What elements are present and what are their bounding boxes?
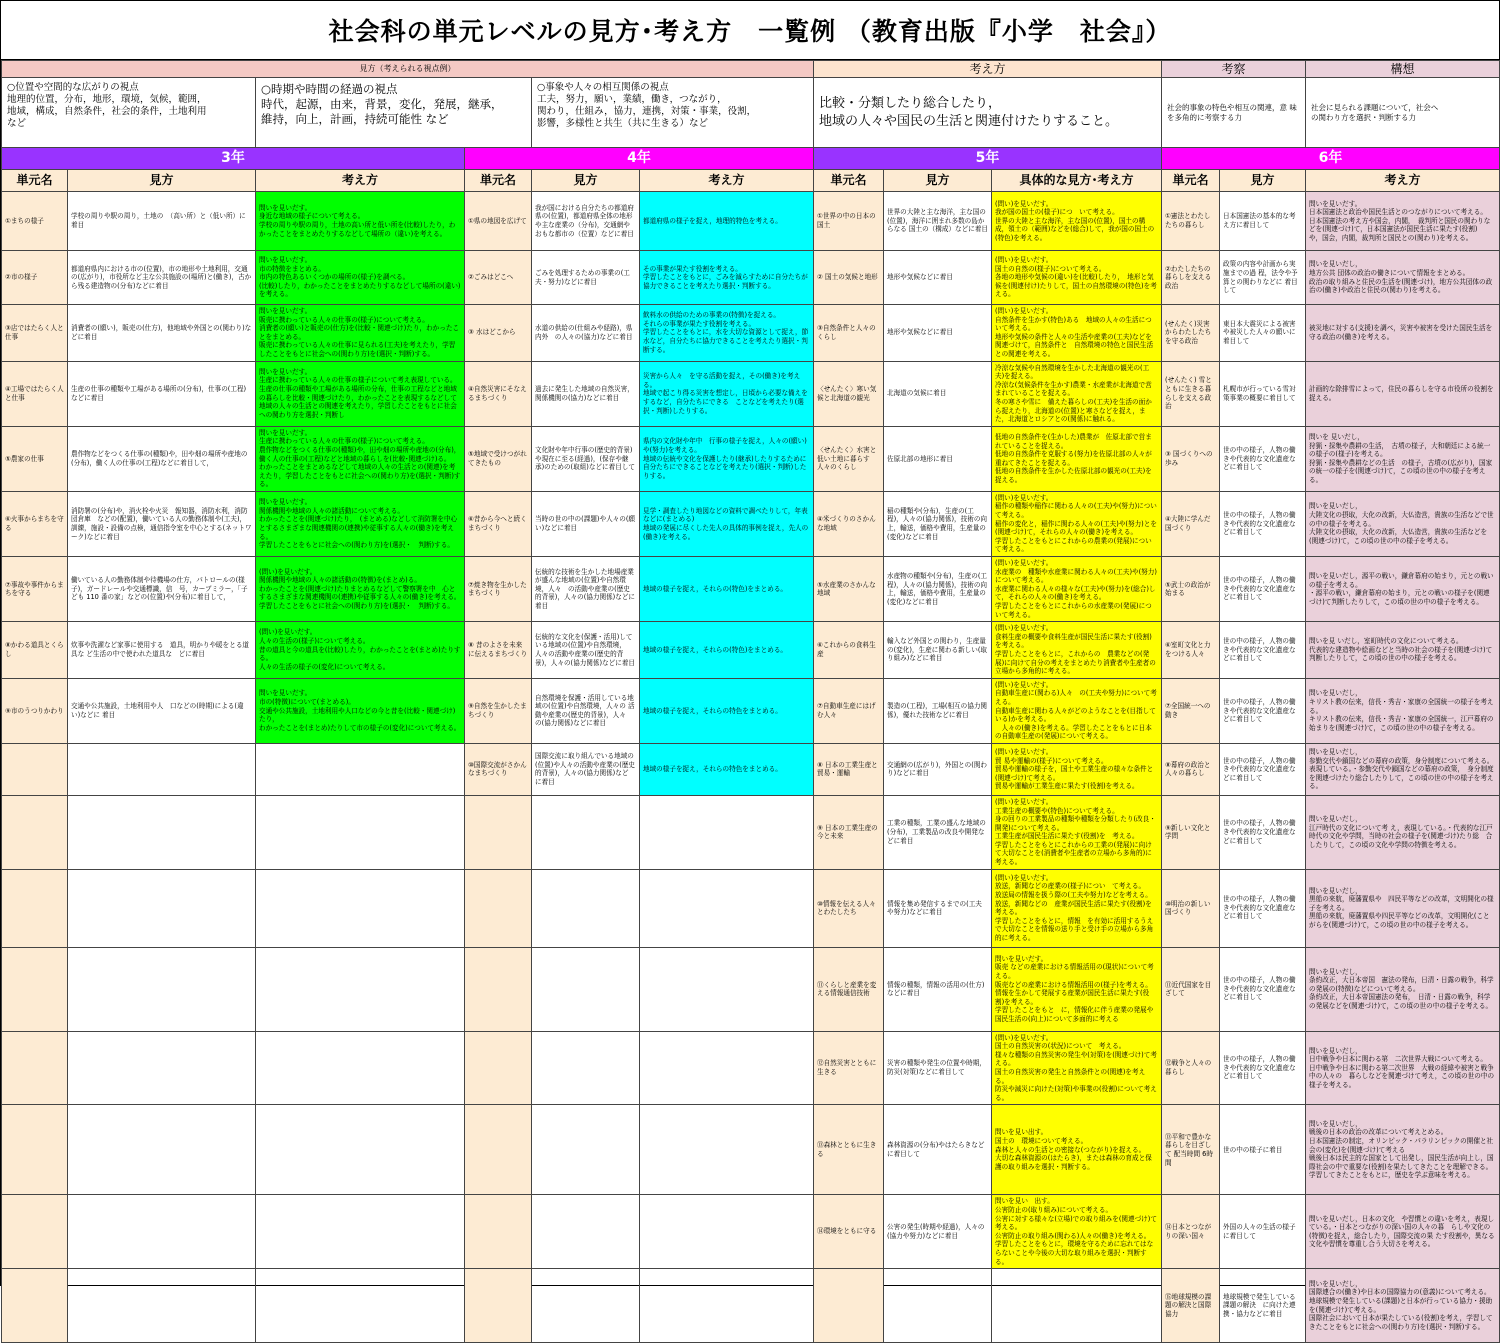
g5-unit-cell: ② 国土の気候と地形 — [814, 251, 884, 305]
g6-mikata-cell: 世の中の様子，人物の働きや代表的な文化遺産などに着目して — [1220, 795, 1306, 869]
g4-unit-cell — [465, 795, 532, 869]
g5-mikata-cell: 北海道の気候に着目 — [884, 361, 992, 426]
g4-mikata-cell: 伝統的な技術を生かした地場産業が盛んな地域の(位置)や自然環境，人々 の活動や産業の(歴史的背景)，人々の(協力関係)などに着目 — [532, 557, 640, 622]
g3-mikata-cell — [68, 795, 256, 869]
g4-mikata-cell — [532, 1031, 640, 1105]
table-row — [2, 305, 1500, 362]
g6-unit-cell: ④大陸に学んだ国づくり — [1162, 491, 1220, 556]
g4-mikata-cell — [532, 947, 640, 1031]
g4-mikata-cell — [532, 869, 640, 947]
g4-kangaekata-cell: 災害から人々 を守る活動を捉え，その(働き)を考える。 地域で起こり得る災害を想定し，日頃から必要な備えをするなど，自分たちにできる ことなどを考えたり(選択・判断)したりする。 — [640, 361, 814, 426]
g3-kangaekata-cell: (問い)を見いだす。 人々の生活の(様子)について考える。 昔の道具と今の道具を(比較)したり，わかったことを(まとめ)たりする。 人々の生活の様子の(変化)について考える。 — [256, 622, 465, 679]
g4-mikata-cell: 我が国における自分たちの都道府県の(位置)，都道府県全体の地形や主な産業の（分布)，交通網やおもな都市の（位置）などに着目 — [532, 192, 640, 251]
g4-unit-cell — [465, 1195, 532, 1269]
g4-kangaekata-cell — [640, 1269, 814, 1343]
g3-mikata-header: 見方 — [68, 170, 256, 192]
overview-table — [1, 60, 1500, 1343]
g5-kangaekata-cell: (問い)を見いだす。 工業生産の概要や(特色)について考える。 身の回りの工業製品の種類や種類を分類したり(改良・開発)について考える。 工業生産が国民生活に果たす(役割)を 考える。 学習したことをもとにこれからの工業の(発展)に向けて大切なことを(消費者や生産者の立場から多角的)に考える。 — [992, 795, 1162, 869]
g3-unit-cell — [2, 869, 68, 947]
g4-mikata-cell: 過去に発生した地域の自然災害，関係機関の(協力)などに着目 — [532, 361, 640, 426]
grade-5-label: 5年 — [814, 148, 1162, 170]
g6-mikata-cell: 世の中の様子に着目 — [1220, 1105, 1306, 1195]
table-row — [2, 426, 1500, 491]
g6-mikata-cell: 世の中の様子，人物の働きや代表的な文化遺産などに着目して — [1220, 557, 1306, 622]
g6-kangaekata-cell: 問いを見いだし， 地方公共 団体の政治の働きについて情報をまとめる。 政治の取り組みと住民の生活を(関連づけ)，地方公共団体の政治の(働き)や政治と住民の(関わり)を考える。 — [1306, 251, 1500, 305]
g3-mikata-cell — [68, 1031, 256, 1105]
g4-mikata-header: 見方 — [532, 170, 640, 192]
g3-unit-cell: ⑧かわる道具とくらし — [2, 622, 68, 679]
g6-kangaekata-cell: 問いを見いだし， 大陸文化の摂取，大化の改新，大仏造営，貴族の生活などで世の中の様子を考える。 大陸文化の摂取，大化の改新，大仏造営，貴族の生活などを(関連づけ)て，この頃の世の中の様子を考える。 — [1306, 491, 1500, 556]
table-row — [2, 1105, 1500, 1195]
g5-mikata-cell: 災害の種類や発生の位置や時期，防災(対策)などに着目して — [884, 1031, 992, 1105]
g6-kangaekata-cell: 問いを見いだし，日本の文化 や習慣との違いを考え，表現している。・日本とつながりの深い国の人々の暮 らしや文化の(特徴)を捉え，総合したり，国際交流の果 たす役割や，異なる文化や習慣を尊重し合う大切さを考える。 — [1306, 1195, 1500, 1269]
g6-kangaekata-cell: 問いを見いだし，源平の戦い，鎌倉幕府の始まり，元との戦いの様子を考える。 ・源平の戦い，鎌倉幕府の始まり，元との戦いの様子を(関連づけ)て判断したりして，この頃の世の中の様子を考える。 — [1306, 557, 1500, 622]
kousou-description: 社会に見られる課題について，社会へ の関わり方を選択・判断する力 — [1306, 78, 1500, 148]
g3-unit-cell — [2, 1105, 68, 1195]
g3-kangaekata-cell — [256, 947, 465, 1031]
g3-unit-cell: ⑦事故や事件からまちを守る — [2, 557, 68, 622]
g3-kangaekata-cell: 問いを見いだす。 身近な地域の様子について考える。 学校の周りや駅の周り，土地の高い所と低い所を(比較)したり，わかったことをまとめたりするなどして場所の（違い)を考える。 — [256, 192, 465, 251]
g4-unit-cell: ③ 水はどこから — [465, 305, 532, 362]
g5-kangaekata-cell: 低地の自然条件を(生かした)農業が 佐原北部で営まれていることを捉える。 低地の自然条件を克服する(努力)を佐原北部の人々が重ねてきたことを捉える。 低地の自然条件を生かした佐原北部の観光の(工夫)を捉える。 — [992, 426, 1162, 491]
table-row — [2, 622, 1500, 679]
g6-unit-cell: ⑬平和で豊かな暮らしを目ざして 配当時間 6時間 — [1162, 1105, 1220, 1195]
g5-mikata-cell: 地形や気候などに着目 — [884, 305, 992, 362]
g3-mikata-cell: 消防署の(分布)や，消火栓や火災 報知器，消防水利，消防団倉庫 などの(配置)，働いている人の勤務体制や(工夫)，訓練，施設・設備の点検，通信指令室を中心とする(ネットワーク)などに着目 — [68, 491, 256, 556]
g5-unit-cell: ⑦自動車生産にはげむ人々 — [814, 678, 884, 743]
g5-mikata-cell: 佐原北部の地形に着目 — [884, 426, 992, 491]
kangaekata-section-label: 考え方 — [814, 61, 1162, 78]
g6-unit-cell: ⑪近代国家を目ざして — [1162, 947, 1220, 1031]
g3-mikata-cell — [68, 1269, 256, 1343]
g4-kangaekata-cell — [640, 1105, 814, 1195]
column-header-row — [2, 170, 1500, 192]
table-row — [2, 795, 1500, 869]
g5-kangaekata-cell: 冷涼な気候や自然環境を生かした北海道の観光の(工夫)を捉える。 冷涼な(気候条件を生かす)農業・水産業が北海道で営まれていることを捉える。 冬の寒さや雪に 備えた暮らしの(工夫)を生活の面から捉えたり，北海道の(位置)と寒さなどを捉え，また，北海道とロシアとの(関係)に触れる。 — [992, 361, 1162, 426]
section-header-row — [2, 61, 1500, 78]
g6-unit-cell: ②わたしたちの暮らしを支える政治 — [1162, 251, 1220, 305]
g4-mikata-cell: 文化財や年中行事の(歴史的背景)や現在に至る(経過)，(保存や継承)のための(取組)などに着目して — [532, 426, 640, 491]
g3-kangaekata-cell — [256, 1269, 465, 1343]
g4-kangaekata-cell: 見学・調査したり地図などの資料で調べたりして，年表などに(まとめる) 地域の発展に尽くした先人の具体的事例を捉え，先人の(働き)を考える。 — [640, 491, 814, 556]
g6-unit-cell: ⑨新しい文化と学問 — [1162, 795, 1220, 869]
table-row — [2, 1031, 1500, 1105]
g4-unit-cell: ⑤地域で受けつがれてきたもの — [465, 426, 532, 491]
g3-unit-cell: ⑤農家の仕事 — [2, 426, 68, 491]
g6-kangaekata-cell: 問いを見いだし， 国際連合の(働き)や日本の国際協力の(意義)について考える。 地球規模で発生している(課題)と日本が行っている協力・援助を(関連づけ)て考える。 国際社会において日本が果たしている(役割)を考え，学習してきたことをもとに社会への(関わり方)を(選択・判断)する。 — [1306, 1269, 1500, 1343]
g5-kangaekata-cell: (問い)を見いだす。 国土の自然の(様子)について考える。 各地の地形や気候の(違い)を(比較)したり， 地形と気候を(関連付け)たりして，国土の自然環境の(特色)を考える。 — [992, 251, 1162, 305]
g5-kangaekata-cell — [992, 1269, 1162, 1343]
g3-unit-cell: ①まちの様子 — [2, 192, 68, 251]
g4-unit-cell — [465, 1269, 532, 1343]
g4-unit-cell: ⑦焼き物を生かしたまちづくり — [465, 557, 532, 622]
table-row — [2, 557, 1500, 622]
g4-unit-cell: ⑥昔から今へと続くまちづくり — [465, 491, 532, 556]
page-title: 社会科の単元レベルの見方･考え方 一覧例 （教育出版『小学 社会』） — [1, 1, 1499, 60]
g3-unit-cell — [2, 1269, 68, 1343]
g6-unit-cell: ⑩明治の新しい国づくり — [1162, 869, 1220, 947]
g6-mikata-cell: 世の中の様子，人物の働きや代表的な文化遺産などに着目して — [1220, 743, 1306, 795]
g4-unit-cell: ②ごみはどこへ — [465, 251, 532, 305]
g4-kangaekata-cell: 都道府県の様子を捉え，地理的特色を考える。 — [640, 192, 814, 251]
g4-mikata-cell: 伝統的な文化を(保護・活用)している地域の(位置)や自然環境，人々の活動や産業の(歴史的背景)，人々の(協力関係)などに着目 — [532, 622, 640, 679]
g4-mikata-cell: 自然環境を保護・活用している地域の(位置)や自然環境，人々の 活動や産業の(歴史的背景)，人々 の(協力関係)などに着目 — [532, 678, 640, 743]
g3-unit-cell — [2, 743, 68, 795]
g5-mikata-cell: 輸入など外国との関わり，生産量の(変化)，生産に関わる新しい(取り組み)などに着目 — [884, 622, 992, 679]
g6-unit-cell: ③ 国づくりへの歩み — [1162, 426, 1220, 491]
g4-mikata-cell — [532, 1105, 640, 1195]
g3-kangaekata-cell: 問いを見いだす。 販売に携わっている人々の仕事の(様子)について考える。 消費者の(願い)と販売の(仕方)を(比較・関連づけ)たり，わかったことをまとめる。 販売に携わっている人々の仕事に見られる(工夫)を考えたり，学習したことをもとに社会への(関わり方)を(選択・判断)する。 — [256, 305, 465, 362]
g5-unit-cell: ③自然条件と人々のくらし — [814, 305, 884, 362]
grade-6-label: 6年 — [1162, 148, 1500, 170]
g4-unit-cell: ⑧ 昔のよさを未来に伝えるまちづくり — [465, 622, 532, 679]
g6-kangaekata-header: 考え方 — [1306, 170, 1500, 192]
g5-unit-cell: 〈せんたく〉寒い気候と北海道の観光 — [814, 361, 884, 426]
g4-mikata-cell — [532, 795, 640, 869]
table-row — [2, 1269, 1500, 1343]
g4-kangaekata-header: 考え方 — [640, 170, 814, 192]
g3-mikata-cell: 生産の仕事の種類や工場がある場所の(分布)，仕事の(工程)などに着目 — [68, 361, 256, 426]
g3-unit-cell — [2, 1031, 68, 1105]
g4-unit-cell — [465, 1031, 532, 1105]
g3-kangaekata-cell — [256, 1031, 465, 1105]
g4-unit-header: 単元名 — [465, 170, 532, 192]
g4-kangaekata-cell: その事業が果たす役割を考える。 学習したことをもとに，ごみを減らすために自分たちが協力できることを考えたり選択・判断する。 — [640, 251, 814, 305]
g6-kangaekata-cell: 計画的な除排雪によって，住民の暮らしを守る市役所の役割を捉える。 — [1306, 361, 1500, 426]
g5-mikata-cell: 工業の種類，工業の盛んな地域の(分布)，工業製品の改良や開発などに着目 — [884, 795, 992, 869]
g6-unit-cell: (せんたく)災害からわたしたちを守る政治 — [1162, 305, 1220, 362]
viewpoint-relation: ○事象や人々の相互関係の視点 工夫，努力，願い，業績，働き，つながり， 関わり，仕組み，協力，連携，対策・事業，役割， 影響，多様性と共生（共に生きる）など — [532, 78, 814, 148]
g5-mikata-cell: 地形や気候などに着目 — [884, 251, 992, 305]
g5-mikata-header: 見方 — [884, 170, 992, 192]
g6-kangaekata-cell: 問いを見いだし， キリスト教の伝来，信長・秀吉・家康の全国統一の様子を考える。 キリスト教の伝来，信長・秀吉・家康の全国統一，江戸幕府の始まりを(関連づけ)て，この頃の世の中の様子を考える。 — [1306, 678, 1500, 743]
g5-unit-cell — [814, 1269, 884, 1343]
g5-kangaekata-cell: (問い)を見いだす。 自動車生産に(関わる)人々 の(工夫や努力)について考える。 自動車生産に関わる人々がどのようなことを(目指している)かを考える。 人々の(働き)を考える。学習したことをもとに日本の自動車生産の(発展)について考える。 — [992, 678, 1162, 743]
g5-kangaekata-cell: 問いを見い出す。 国土の 環境について考える。 森林と人々の生活との密接な(つながり)を捉える。 大切な森林資源の(はたらき)，または森林の育成と保護の取り組みを選択・判断する。 — [992, 1105, 1162, 1195]
g4-kangaekata-cell: 県内の文化財や年中 行事の様子を捉え，人々の(願い)や(努力)を考える。 地域の伝統や文化を保護したり(継承)したりするために自分たちにできることなどを考えたり(選択・判断)したりする。 — [640, 426, 814, 491]
table-row — [2, 251, 1500, 305]
g4-kangaekata-cell — [640, 947, 814, 1031]
g4-unit-cell: ⑩国際交流がさかんなまちづくり — [465, 743, 532, 795]
g3-mikata-cell — [68, 947, 256, 1031]
g3-mikata-cell: 学校の周りや駅の周り，土地の （高い所）と（低い所）に着目 — [68, 192, 256, 251]
g3-mikata-cell: 都道府県内における市の(位置)，市の地形や土地利用，交通の(広がり)，市役所など主な公共施設の(場所)と(働き)，古から残る建造物の(分布)などに着目 — [68, 251, 256, 305]
g3-kangaekata-cell: 問いを見いだす。 生産に携わっている人々の仕事の(様子)について考える。 農作物などをつくる仕事の(種類)や，田や畑の場所や産地の(分布)，働く人の仕事の(工程)などと地域の暮らしを(比較･関連づけ)る。 わかったことをまとめるなどして地域の人々の生活との(関連)を考えたり，学習したことをもとに社会への(関わり方)を(選択・判断)する。 — [256, 426, 465, 491]
g4-unit-cell — [465, 1105, 532, 1195]
g4-kangaekata-cell — [640, 1195, 814, 1269]
g5-kangaekata-cell: (問い)を見いだす。 貿 易や運輸の(様子)について考える。 貿易や運輸の様子を，国土や工業生産の様々な条件と(関連づけ)て考える。 貿易や運輸が工業生産に果たす(役割)を考える。 — [992, 743, 1162, 795]
g3-mikata-cell: 交通や公共施設，土地利用や人 口などの(時期)による(違い)などに 着目 — [68, 678, 256, 743]
g5-unit-cell: ⑭環境をともに守る — [814, 1195, 884, 1269]
g6-kangaekata-cell: 問いを見いだし， 日中戦争や日本に関わる第 二次世界大戦について考える。 日中戦争や日本に関わる第二次世界 大戦の経緯や被害と戦争中の人々の 暮らしなどを関連づけて考え，この頃の世の中の様子を考える。 — [1306, 1031, 1500, 1105]
viewpoint-space: ○位置や空間的な広がりの視点 地理的位置，分布，地形，環境，気候，範囲， 地域，構成，自然条件，社会的条件，土地利用 など — [2, 78, 256, 148]
g3-kangaekata-cell — [256, 869, 465, 947]
g3-kangaekata-cell: 問いを見いだす。 関係機関や地域の人々の諸活動について考える。 わかったことを(関連づけ)たり， (まとめる)などして消防署を中心とするさまざまな関連機関の(連携)や従事する人々の(働き)を考える。 学習したことをもとに社会への(関わり方)を(選択・ 判断)する。 — [256, 491, 465, 556]
g4-kangaekata-cell: 地域の様子を捉え，それらの(特色)をまとめる。 — [640, 622, 814, 679]
viewpoint-time: ○時期や時間の経過の視点 時代，起源，由来，背景，変化，発展，継承， 維持，向上，計画，持続可能性 など — [256, 78, 532, 148]
g6-kangaekata-cell: 問いを見いだし， 参勤交代や鎖国などの幕府の政策，身分制度について考える。表現している。・参勤交代や鎖国などの幕府の政策， 身分制度を関連づけたり総合したりして，この頃の世の中の様子を考える。 — [1306, 743, 1500, 795]
g6-kangaekata-cell: 問いを見いだし， 条約改正，大日本帝国 憲法の発布，日清・日露の戦争，科学の発展の(特徴)などについて考える。 条約改正，大日本帝国憲法の発布， 日清・日露の戦争，科学の発展などを(関連づけ)て，この頃の世の中の様子を考える。 — [1306, 947, 1500, 1031]
grade-4-label: 4年 — [465, 148, 814, 170]
g6-kangaekata-cell: 被災地に対する(支援)を調べ，災害や被害を受けた国民生活を守る政治の(働き)を考える。 — [1306, 305, 1500, 362]
g3-kangaekata-cell: (問い)を見いだす。 関係機関や地域の人々の諸活動の(特徴)を(まとめ)る。 わかったことを(関連づけ)たりまとめるなどして警察署を中 心とするさまざまな関連機関の(連携)や従事する人々の(働き)を考える。学習したことをもとに社会への(関わり方)を(選択・ 判断)する。 — [256, 557, 465, 622]
g3-unit-cell: ②市の様子 — [2, 251, 68, 305]
g5-mikata-cell: 世界の大陸と主な海洋，主な国の(位置)，海洋に囲まれ多数の島からなる 国土の（構成）などに着目 — [884, 192, 992, 251]
g5-unit-cell: 〈せんたく〉水害と低い土地に暮らす人々のくらし — [814, 426, 884, 491]
g5-unit-cell: ⑬森林とともに生きる — [814, 1105, 884, 1195]
g6-unit-cell: (せんたく) 雪とともに生きる暮らしを支える政治 — [1162, 361, 1220, 426]
g5-kangaekata-cell: 問いを見いだす。 販売 などの産業における情報活用の(現状)について考える。 販売などの産業における情報活用の(様子)を考える。 情報を生かして発展する産業が国民生活に果たす(役割)を考える。 学習したことをもと に，情報化に伴う産業の発展や国民生活の(向上)について多面的に考える — [992, 947, 1162, 1031]
g3-kangaekata-cell: 問いを見いだす。 市の特徴をまとめる。 市内の特色あるいくつかの場所の(様子)を調べる。 (比較)したり，わかったことをまとめたりするなどして場所の(違い)を考える。 — [256, 251, 465, 305]
g3-unit-cell: ⑨市のうつりかわり — [2, 678, 68, 743]
g5-unit-cell: ⑩情報を伝える人々とわたしたち — [814, 869, 884, 947]
g6-unit-cell: ⑦全国統一への動き — [1162, 678, 1220, 743]
g3-mikata-cell: 炊事や洗濯など家事に使用する 道具，明かりや暖をとる道具な ど生活の中で使われた道具な どに着目 — [68, 622, 256, 679]
g6-unit-cell: ①憲法とわたしたちの暮らし — [1162, 192, 1220, 251]
g5-kangaekata-cell: (問い)を見いだす。 我が国の国土の(様子)につ いて考える。 世界の大陸と主な海洋，主な国の(位置)，国土の構成，領土の（範囲)などを(総合)して，我が国の国土の(特色)を考える。 — [992, 192, 1162, 251]
g6-unit-cell: ⑤武士の政治が始まる — [1162, 557, 1220, 622]
g5-mikata-cell: 森林資源の(分布)やはたらきなどに着目して — [884, 1105, 992, 1195]
g5-mikata-cell: 水産物の種類や(分布)，生産の(工程)，人々の(協力関係)，技術の向上，輸送，価格や費用，生産量の(変化)などに着目 — [884, 557, 992, 622]
kousou-section-label: 構想 — [1306, 61, 1500, 78]
g4-mikata-cell: 当時の世の中の(課題)や人々の(願い)などに着目 — [532, 491, 640, 556]
g5-kangaekata-cell: (問い)を見いだす。 国土の自然災害の(状況)について 考える。 様々な種類の自然災害の発生や(対策)を(関連づけ)て考える。 国土の自然災害の発生と自然条件との(関連)を考える。 防災や減災に向けた(対策)や事業の(役割)について考える。 — [992, 1031, 1162, 1105]
g4-unit-cell: ①県の地図を広げて — [465, 192, 532, 251]
g6-kangaekata-cell: 問いを見 いだし，室町時代の文化について考える。 代表的な建造物や絵画などと当時の社会の様子を(関連づけ)て判断したりして，この頃の世の中の様子を考える。 — [1306, 622, 1500, 679]
g3-kangaekata-cell — [256, 1195, 465, 1269]
g6-kangaekata-cell: 問いを見いだし， 戦後の日本の政治の改革について考えとめる。 日本国憲法の制定，オリンピック・パラリンピックの開催と社会の(変化)を(関連づけ)て考える 戦後日本は民主的な国家として出発し，国民生活が向上し，国際社会の中で重要な(役割)を果たしてきたことを理解できる。 学習してきたことをもとに，歴史を学ぶ意味を考える。 — [1306, 1105, 1500, 1195]
g5-kangaekata-cell: (問い)を見いだす。 水産業の 種類や水産業に関わる人々の(工夫)や(努力)について考える。 水産業に関わる人々の様々な(工夫)や(努力)を(総合)して，それらの人々の(働き)を考える。 学習したことをもとにこれからの水産業の(発展)について考える。 — [992, 557, 1162, 622]
g3-kangaekata-cell — [256, 1105, 465, 1195]
g3-mikata-cell — [68, 1195, 256, 1269]
g6-mikata-cell: 世の中の様子，人物の働きや代表的な文化遺産などに着目して — [1220, 869, 1306, 947]
g4-kangaekata-cell: 地域の様子を捉え，それらの(特色)をまとめる。 — [640, 557, 814, 622]
g5-kangaekata-cell: (問い)を見いだす。 自然条件を生かす(特色)ある 地域の人々の生活について考える。 地形や気候の条件と人々の生活や産業の(工夫)などを関連づけて，自然条件と 自然環境の特色と国民生活との関連を考える。 — [992, 305, 1162, 362]
kousatsu-description: 社会的事象の特色や相互の関連，意 味を多角的に考察する力 — [1162, 78, 1306, 148]
g5-kangaekata-cell: (問い)を見いだす。 稲作の種類や稲作に関わる人々の(工夫)や(努力)について考える。 稲作の変化と，稲作に関わる人々の(工夫)や(努力)とを(関連づけ)て，それらの人々の(働き)を考える。 学習したことをもとにこれからの農業の(発展)について考える。 — [992, 491, 1162, 556]
g3-kangaekata-cell: 問いを見いだす。 市の(特徴)について(まとめる)。 交通や公共施設，土地利用や人口などの今と昔を(比較・関連づけ)たり， わかったことを(まとめ)たりして市の様子の(変化)について考える。 — [256, 678, 465, 743]
g6-mikata-cell: 世の中の様子，人物の働きや代表的な文化遺産などに着目して — [1220, 491, 1306, 556]
g5-kangaekata-cell: (問い)を見いだす。 食料生産の概要や食料生産が国民生活に果たす(役割)を考える。 学習したことをもとに，これからの 農業などの(発展)に向けて自分の考えをまとめたり消費者や生産者の立場から多角的に考える。 — [992, 622, 1162, 679]
grade-3-label: 3年 — [2, 148, 465, 170]
table-row — [2, 947, 1500, 1031]
g6-mikata-cell: 世の中の様子，人物の働きや代表的な文化遺産などに着目して — [1220, 678, 1306, 743]
g6-unit-cell: ⑧幕府の政治と人々の暮らし — [1162, 743, 1220, 795]
g6-mikata-cell: 世の中の様子，人物の働きや代表的な文化遺産などに着目して — [1220, 426, 1306, 491]
g6-unit-cell: ⑫戦争と人々の暮らし — [1162, 1031, 1220, 1105]
g3-unit-cell: ③店ではたらく人と仕事 — [2, 305, 68, 362]
g6-unit-cell: ⑥室町文化と力をつける人々 — [1162, 622, 1220, 679]
mikata-section-label-main: 見方（考えられる視点例） — [2, 61, 814, 78]
g5-unit-cell: ⑧ 日本の工業生産と貿易・運輸 — [814, 743, 884, 795]
g5-gutai-header: 具体的な見方･考え方 — [992, 170, 1162, 192]
grade-row — [2, 148, 1500, 170]
table-row — [2, 743, 1500, 795]
kousatsu-section-label: 考察 — [1162, 61, 1306, 78]
table-row — [2, 1195, 1500, 1269]
g5-unit-cell: ①世界の中の日本の国土 — [814, 192, 884, 251]
g5-mikata-cell: 情報の種類，情報の活用の(仕方)などに着目 — [884, 947, 992, 1031]
kangaekata-description: 比較・分類したり総合したり， 地域の人々や国民の生活と関連付けたりすること。 — [814, 78, 1162, 148]
g4-unit-cell: ⑨自然を生かしたまちづくり — [465, 678, 532, 743]
g3-mikata-cell — [68, 869, 256, 947]
g3-mikata-cell: 消費者の(願い)，販売の(仕方)，他地域や外国との(関わり)などに着目 — [68, 305, 256, 362]
g5-mikata-cell: 稲の種類や(分布)，生産の(工程)，人々の(協力関係)，技術の向上，輸送，価格や費用，生産量の(変化)などに着目 — [884, 491, 992, 556]
g5-kangaekata-cell: (問い)を見いだす。 放送，新聞などの産業の(様子)につい て考える。 放送局の情報を扱う際の(工夫や努力)などを考える。 放送，新聞などの 産業が国民生活に果たす(役割)を考える。 学習したことをもとに，情報 を有効に活用するうえで大切なことを情報の送り手と受け手の立場から多角的に考える。 — [992, 869, 1162, 947]
g3-mikata-cell — [68, 1105, 256, 1195]
g3-unit-cell: ⑥火事からまちを守る — [2, 491, 68, 556]
g4-unit-cell: ④自然災害にそなえるまちづくり — [465, 361, 532, 426]
g3-mikata-cell — [68, 743, 256, 795]
g6-unit-header: 単元名 — [1162, 170, 1220, 192]
g4-unit-cell — [465, 947, 532, 1031]
g6-kangaekata-cell: 問いを見いだし， 江戸時代の文化について考 え，表現している。・代表的な江戸時代の文化や学問，当時の社会の様子を(関連づけ)たり総 合したりして，この頃の文化や学問の特徴を考える。 — [1306, 795, 1500, 869]
g4-kangaekata-cell — [640, 795, 814, 869]
g6-unit-cell: ⑭日本とつながりの深い国々 — [1162, 1195, 1220, 1269]
table-row — [2, 678, 1500, 743]
viewpoint-row — [2, 78, 1500, 148]
g3-unit-cell — [2, 1195, 68, 1269]
g6-mikata-cell: 世の中の様子，人物の働きや代表的な文化遺産などに着目して — [1220, 622, 1306, 679]
g3-unit-header: 単元名 — [2, 170, 68, 192]
g5-mikata-cell — [884, 1269, 992, 1343]
g5-unit-cell: ⑤水産業のさかんな地域 — [814, 557, 884, 622]
table-row — [2, 491, 1500, 556]
g4-kangaekata-cell — [640, 869, 814, 947]
g3-kangaekata-cell — [256, 743, 465, 795]
g5-unit-cell: ⑨ 日本の工業生産の今と未来 — [814, 795, 884, 869]
g4-unit-cell — [465, 869, 532, 947]
g3-unit-cell: ④工場ではたらく人と仕事 — [2, 361, 68, 426]
g5-mikata-cell: 情報を集め発信するまでの(工夫や努力)などに着目 — [884, 869, 992, 947]
table-row — [2, 361, 1500, 426]
g6-mikata-cell: 札幌市が行っている雪対策事業の概要に着目して — [1220, 361, 1306, 426]
g5-kangaekata-cell: 問いを見い 出す。 公害防止の(取り組み)について考える。 公害に対する様々な(立場)での取り組みを(関連づけ)て考える。 公害防止の取り組み(関わる)人々の(働き)を考える。 学習したことをもとに，環境を守るために忘れてはならないことや今後の大切な取り組みを選択・判断する。 — [992, 1195, 1162, 1269]
g6-unit-cell: ⑮地球規模の課題の解決と国際協力 — [1162, 1269, 1220, 1343]
g4-kangaekata-cell: 飲料水の供給のための事業の(特徴)を捉える。 それらの事業が果たす役割を考える。 学習したことをもとに，水を大切な資源として捉え，節水など，自分たちに協力できることを考えたり選択・判断する。 — [640, 305, 814, 362]
g5-mikata-cell: 公害の発生(時期や経過)，人々の(協力や努力)などに着目 — [884, 1195, 992, 1269]
g5-unit-cell: ④米づくりのさかんな地域 — [814, 491, 884, 556]
g6-kangaekata-cell: 問いを 見いだし， 狩猟・採集や農耕の生活， 古墳の様子，大和朝廷による統一の様子の(様子)を考える。 狩猟・採集や農耕などの生活 の様子，古墳の(広がり)，国家の統一の様子を(関連づけ)て，この頃の世の中の様子を考える。 — [1306, 426, 1500, 491]
g6-mikata-cell: 地球規模で発生している課題の解決 に向けた連携・協力などに着目 — [1220, 1269, 1306, 1343]
g6-mikata-cell: 世の中の様子，人物の働きや代表的な文化遺産などに着目して — [1220, 1031, 1306, 1105]
g3-kangaekata-header: 考え方 — [256, 170, 465, 192]
g4-kangaekata-cell: 地域の様子を捉え，それらの特色をまとめる。 — [640, 743, 814, 795]
g4-mikata-cell: ごみを処理するための事業の(工夫・努力)などに着目 — [532, 251, 640, 305]
g6-kangaekata-cell: 問いを見いだす。 日本国憲法と政治や国民生活とのつながりについて考える。 日本国憲法の考え方や国会，内閣， 裁判所と国民の関わりなどを(関連づけ)て，日本国憲法が国民生活に果たす(役割) や，国会，内閣，裁判所と国民との(関わり)を考える。 — [1306, 192, 1500, 251]
g5-unit-cell: ⑪くらしと産業を変える情報通信技術 — [814, 947, 884, 1031]
g4-mikata-cell — [532, 1195, 640, 1269]
g3-kangaekata-cell: 問いを見いだす。 生産に携わっている人々の仕事の様子について考え表現している。 生産の仕事の種類や工場がある場所の分布，仕事の工程などと地域の暮らしを比較・関連づけたり，わかったことを表現するなどして地域の人々の生活との関連を考えたり，学習したことをもとに社会への関わり方を選択・判断し — [256, 361, 465, 426]
g6-kangaekata-cell: 問いを見いだし， 黒船の来航，廃藩置県や 四民平等などの改革，文明開化の様子を考える。 黒船の来航，廃藩置県や四民平等などの改革，文明開化(ことがらを(関連づけ)て，この頃の世の中の様子を考える。 — [1306, 869, 1500, 947]
g4-kangaekata-cell — [640, 1031, 814, 1105]
g4-mikata-cell: 国際交流に取り組んでいる地域の(位置)や人々の活動や産業の(歴史的背景)，人々の(協力関係)など に着目 — [532, 743, 640, 795]
g4-mikata-cell — [532, 1269, 640, 1343]
g6-mikata-cell: 世の中の様子，人物の働きや代表的な文化遺産などに着目して — [1220, 947, 1306, 1031]
g6-mikata-cell: 東日本大震災による被害や被災した人々の願いに着目して — [1220, 305, 1306, 362]
g3-kangaekata-cell — [256, 795, 465, 869]
g5-mikata-cell: 製造の(工程)，工場(相互の協力関係)，優れた技術などに着目 — [884, 678, 992, 743]
g3-unit-cell — [2, 947, 68, 1031]
g5-unit-cell: ⑥これからの食料生産 — [814, 622, 884, 679]
g3-mikata-cell: 働いている人の勤務体制や待機場の仕方，パトロールの(様子)，ガードレールや交通標識，信 号，カーブミラー，「子ども 110 番の家」などの(位置)や(分布)に着目して， — [68, 557, 256, 622]
g6-mikata-header: 見方 — [1220, 170, 1306, 192]
g3-unit-cell — [2, 795, 68, 869]
table-row — [2, 192, 1500, 251]
g6-mikata-cell: 政策の内容や計画から実施までの過 程，法令や予算との関わりなどに 着目して — [1220, 251, 1306, 305]
g6-mikata-cell: 日本国憲法の基本的な考え方に着目して — [1220, 192, 1306, 251]
g5-unit-cell: ⑫自然災害とともに生きる — [814, 1031, 884, 1105]
g3-mikata-cell: 農作物などをつくる仕事の(種類)や，田や畑の場所や産地の(分布)，働く人の仕事の(工程)などに着目して， — [68, 426, 256, 491]
g4-mikata-cell: 水道の供給の(仕組みや経路)，県内外 の人々の(協力)などに着目 — [532, 305, 640, 362]
g6-mikata-cell: 外国の人々の生活の様子 に着目して — [1220, 1195, 1306, 1269]
table-row — [2, 869, 1500, 947]
g4-kangaekata-cell: 地域の様子を捉え，それらの特色をまとめる。 — [640, 678, 814, 743]
g5-unit-header: 単元名 — [814, 170, 884, 192]
g5-mikata-cell: 交通網の(広がり)，外国との(関わり)などに着目 — [884, 743, 992, 795]
